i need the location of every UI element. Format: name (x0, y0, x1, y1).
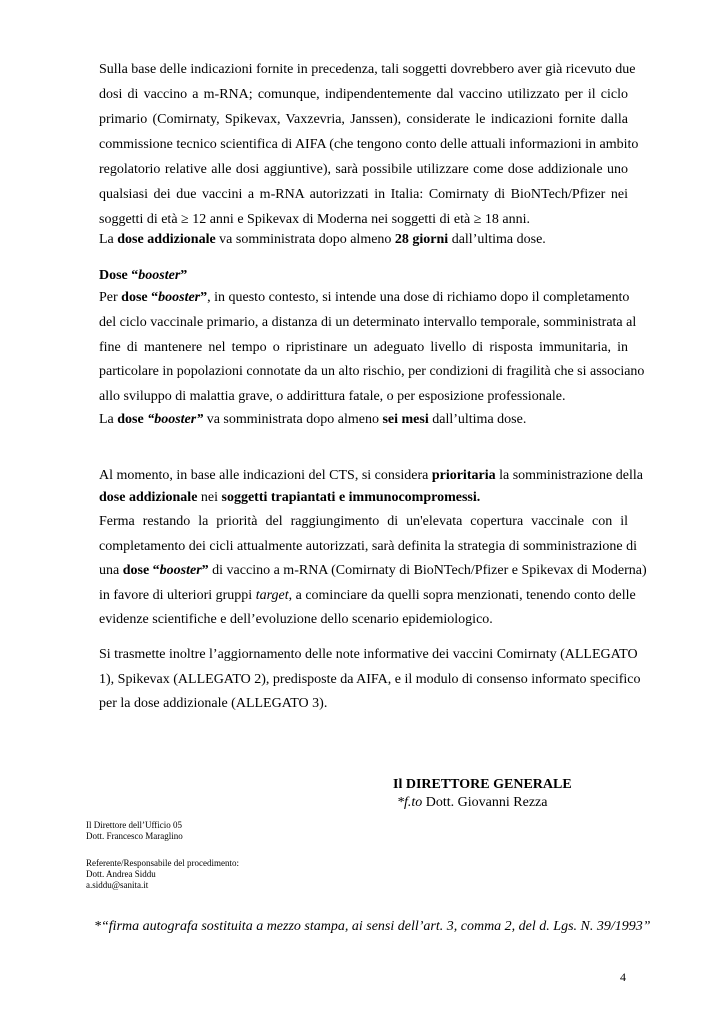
text-run: Dott. Giovanni Rezza (422, 795, 548, 810)
bold-text: 28 giorni (394, 232, 449, 247)
text-run: la somministrazione della (495, 468, 643, 483)
bold-text: ” (201, 563, 209, 578)
text-run: Per (99, 290, 122, 305)
italic-text: *f.to (397, 795, 423, 810)
paragraph3-line6 (99, 586, 636, 606)
booster-line4: particolare in popolazioni connotate da un alto rischio, per condizioni di fragilità che si associano (99, 364, 645, 379)
text-run: La (99, 412, 118, 427)
paragraph1-line4: commissione tecnico scientifica di AIFA (che tengono conto delle attuali informazioni in ambito (99, 137, 639, 152)
paragraph4-line1: Si trasmette inoltre l’aggiornamento delle note informative dei vaccini Comirnaty (ALLEGATO (99, 647, 638, 662)
bold-text: dose “ (122, 563, 160, 578)
booster-heading (99, 266, 187, 286)
paragraph1-line1: Sulla base delle indicazioni fornite in precedenza, tali soggetti dovrebbero aver già ricevuto due (99, 62, 636, 77)
paragraph4-line3: per la dose addizionale (ALLEGATO 3). (99, 696, 328, 711)
referent-name: Dott. Andrea Siddu (86, 869, 156, 879)
bold-text: dose “ (121, 290, 159, 305)
italic-text: booster (138, 268, 181, 283)
bold-text: ” (200, 290, 208, 305)
text-run: dall’ultima dose. (428, 412, 527, 427)
paragraph1-line6: qualsiasi dei due vaccini a m-RNA autorizzati in Italia: Comirnaty di BioNTech/Pfizer nei (99, 187, 628, 202)
paragraph1-line5: regolatorio relative alle dosi aggiuntive), sarà possibile utilizzare come dose addizionale uno (99, 162, 628, 177)
office-director-name: Dott. Francesco Maraglino (86, 831, 183, 841)
booster-line1 (99, 288, 628, 308)
paragraph3-line5 (99, 561, 647, 581)
text-run: va somministrata dopo almeno (215, 232, 395, 247)
paragraph3-line7: evidenze scientifiche e dell’evoluzione dello scenario epidemiologico. (99, 612, 493, 627)
paragraph1-line8 (99, 230, 546, 250)
page-number: 4 (620, 970, 626, 984)
text-run: Dose “ (99, 268, 139, 283)
footnote: *“firma autografa sostituita a mezzo stampa, ai sensi dell’art. 3, comma 2, del d. Lgs. N. 39/1993” (94, 919, 651, 934)
bold-text: dose addizionale (117, 232, 216, 247)
paragraph1-line3: primario (Comirnaty, Spikevax, Vaxzevria, Janssen), considerate le indicazioni fornite dalla (99, 112, 628, 127)
bold-text (160, 563, 202, 578)
booster-line3: fine di mantenere nel tempo o ripristinare un adeguato livello di risposta immunitaria, in (99, 340, 628, 355)
paragraph1-line7: soggetti di età ≥ 12 anni e Spikevax di Moderna nei soggetti di età ≥ 18 anni. (99, 212, 530, 227)
signature-name (397, 794, 547, 812)
referent-label: Referente/Responsabile del procedimento: (86, 858, 239, 868)
paragraph3-line1 (99, 466, 643, 486)
bold-text (158, 290, 200, 305)
text-run: di vaccino a m-RNA (Comirnaty di BioNTech/Pfizer e Spikevax di Moderna) (208, 563, 647, 578)
bold-text (147, 412, 203, 427)
text-run: La (99, 232, 118, 247)
paragraph3-line2 (99, 488, 480, 508)
paragraph3-line3: Ferma restando la priorità del raggiungimento di un'elevata copertura vaccinale con il (99, 514, 628, 529)
booster-line5: allo sviluppo di malattia grave, o addirittura fatale, o per esposizione professionale. (99, 389, 566, 404)
text-run: nei (197, 490, 222, 505)
bold-text: dose addizionale (99, 490, 198, 505)
bold-text: soggetti trapiantati e immunocompromessi. (221, 490, 481, 505)
text-run: , a cominciare da quelli sopra menzionati, tenendo conto delle (288, 588, 636, 603)
text-run: dall’ultima dose. (448, 232, 546, 247)
bold-text: prioritaria (431, 468, 496, 483)
booster-line2: del ciclo vaccinale primario, a distanza di un determinato intervallo temporale, somministrata al (99, 315, 637, 330)
booster-line6 (99, 410, 526, 430)
text-run: va somministrata dopo almeno (203, 412, 383, 427)
text-run: ” (180, 268, 188, 283)
italic-text: booster (158, 290, 201, 305)
bold-text: dose (117, 412, 148, 427)
text-run: , in questo contesto, si intende una dose di richiamo dopo il completamento (207, 290, 630, 305)
italic-text: “booster” (147, 412, 204, 427)
signature-title: Il DIRETTORE GENERALE (393, 777, 572, 792)
paragraph4-line2: 1), Spikevax (ALLEGATO 2), predisposte da AIFA, e il modulo di consenso informato specifico (99, 672, 641, 687)
text-run: Al momento, in base alle indicazioni del CTS, si considera (99, 468, 432, 483)
paragraph3-line4: completamento dei cicli attualmente autorizzati, sarà definita la strategia di somministrazione di (99, 539, 638, 554)
bold-text: sei mesi (382, 412, 429, 427)
italic-text: booster (159, 563, 202, 578)
referent-email: a.siddu@sanita.it (86, 880, 149, 890)
text-run: in favore di ulteriori gruppi (99, 588, 256, 603)
paragraph1-line2: dosi di vaccino a m-RNA; comunque, indipendentemente dal vaccino utilizzato per il ciclo (99, 87, 628, 102)
office-director-label: Il Direttore dell’Ufficio 05 (86, 820, 183, 830)
italic-text: target (255, 588, 289, 603)
text-run: una (99, 563, 123, 578)
